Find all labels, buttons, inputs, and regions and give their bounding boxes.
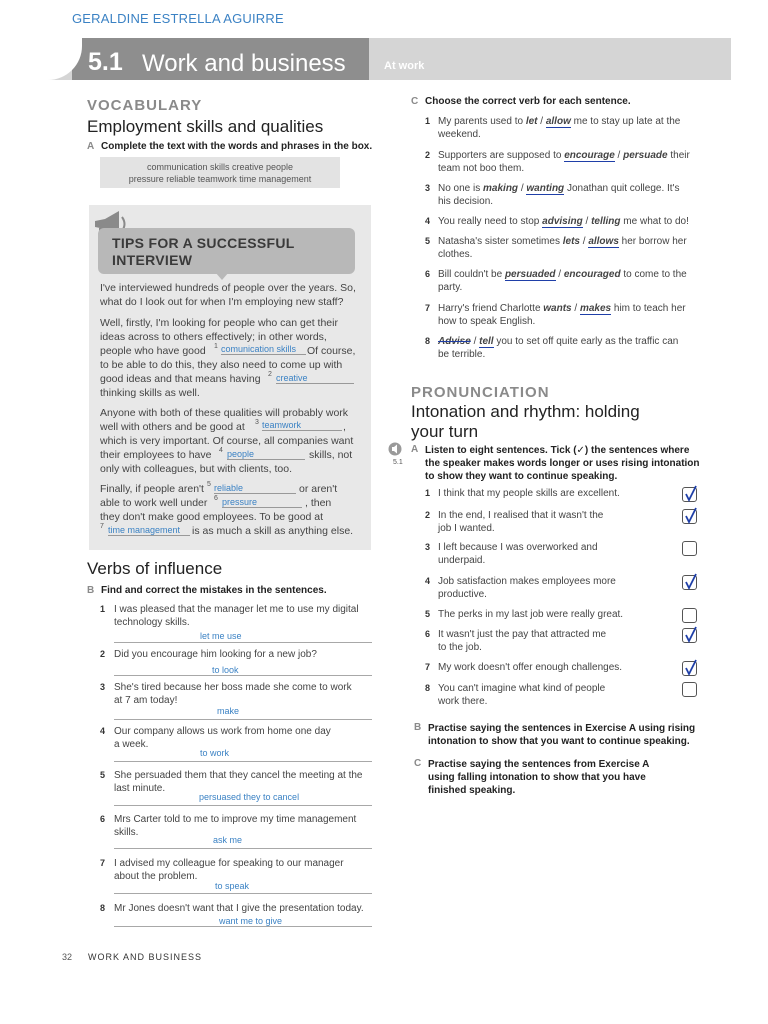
item-line [438,149,690,162]
item-text: You really need to stop [438,216,543,227]
item-text [114,603,374,629]
item-number: 5 [425,609,431,619]
exercise-a-letter: A [87,141,95,152]
gap-number: 6 [214,495,218,502]
item-line [438,268,687,281]
item-line: job I wanted. [438,523,495,534]
title-line: Intonation and rhythm: holding [411,402,640,421]
text-line: thinking skills as well. [100,387,200,399]
option-a[interactable]: wants [543,303,572,314]
item-line: Mr Jones doesn't want that I give the presentation today. [114,903,364,914]
text-line: only with colleagues, but with clients, too. [100,463,293,475]
answer-line [114,642,372,643]
text-line: their employees to have [100,449,212,461]
item-line: last minute. [114,783,166,794]
tips-heading-line: TIPS FOR A SUCCESSFUL [112,235,295,251]
answer-text[interactable]: ask me [213,835,243,845]
item-line [438,335,678,348]
item-line [438,235,687,248]
option-separator: / [582,216,592,227]
pron-ex-a-letter: A [411,444,419,455]
item-line: productive. [438,589,487,600]
item-number: 1 [425,116,431,126]
option-b[interactable]: allow [545,116,571,127]
gap-number: 5 [207,481,211,488]
item-number: 4 [100,726,106,736]
instruction-line: Listen to eight sentences. Tick (✓) the sentences where [425,445,690,456]
audio-icon[interactable] [388,442,404,456]
item-number: 8 [425,683,431,693]
option-b[interactable]: allows [588,236,619,247]
item-text: Harry's friend Charlotte [438,303,544,314]
item-line: his decision. [438,196,494,207]
exercise-c-letter: C [411,96,419,107]
tick-checkbox[interactable] [682,541,697,556]
verbs-item [100,603,372,643]
item-text: No one is [438,183,484,194]
verbs-item [100,857,372,895]
text-line: is as much a skill as anything else. [192,525,354,537]
item-line: You can't imagine what kind of people [438,683,606,694]
option-b[interactable]: tell [479,336,494,347]
pron-item [425,628,725,656]
bubble-tail [215,272,229,280]
verbs-item [100,902,375,928]
option-a[interactable]: advising [542,216,583,227]
footer-section: WORK AND BUSINESS [88,952,203,962]
item-line [438,115,680,128]
verbs-item [100,769,375,807]
option-a[interactable]: encourage [564,150,615,161]
option-separator: / [470,336,480,347]
text-line: they don't make good employees. To be good at [100,511,324,523]
text-line: ideas across to others effectively; in other words, [100,331,327,343]
audio-track-number: 5.1 [393,459,403,466]
text-line: which is very important. Of course, all companies want [100,435,354,447]
item-line: I think that my people skills are excellent. [438,488,620,499]
item-line: Did you encourage him looking for a new job? [114,649,317,660]
item-line: She's tired because her boss made she come to work [114,682,352,693]
item-text: him to teach her [611,303,686,314]
option-b[interactable]: makes [579,303,612,314]
word-box-line: pressure reliable teamwork time management [128,174,312,184]
item-line: I advised my colleague for speaking to our manager [114,858,344,869]
item-line: She persuaded them that they cancel the meeting at the [114,770,363,781]
answer-line [114,893,372,894]
option-separator: / [537,116,546,127]
item-number: 1 [100,604,106,614]
option-a[interactable]: let [525,116,538,127]
option-b[interactable]: wanting [526,183,565,194]
item-text: to come to the [620,269,687,280]
student-name: GERALDINE ESTRELLA AGUIRRE [72,11,284,26]
pronunciation-caption: PRONUNCIATION [411,384,550,401]
vocabulary-title: Employment skills and qualities [87,117,324,136]
item-number: 6 [425,269,431,279]
item-line: at 7 am today! [114,695,178,706]
text-line: Of course, [307,345,356,357]
item-text: My parents used to [438,116,526,127]
item-line: work there. [438,696,488,707]
option-a[interactable]: persuaded [504,269,556,280]
item-number: 2 [425,510,431,520]
answer-line [114,675,372,676]
verbs-item [100,813,372,851]
pron-ex-a-instruction [425,444,715,483]
tips-paragraph-1 [100,281,365,309]
item-line: party. [438,282,463,293]
text-line: able to work well under [100,497,208,509]
unit-title: Work and business [142,50,346,77]
item-line: a week. [114,739,149,750]
pron-ex-b-instruction [428,722,695,748]
answer-text[interactable]: let me use [200,631,242,641]
item-line: skills. [114,827,139,838]
item-text: you to set off quite early as the traffic can [493,336,679,347]
tick-checkbox[interactable] [682,608,697,623]
item-text: Jonathan quit college. It's [564,183,680,194]
answer-text[interactable]: to look [212,665,239,675]
answer-blank[interactable]: creative [276,373,354,384]
answer-line [114,926,372,927]
instruction-line: Practise saying the sentences from Exercise A [428,759,650,770]
pron-ex-b-letter: B [414,722,422,733]
item-text [114,857,374,883]
option-separator: / [555,269,564,280]
exercise-b-instruction: Find and correct the mistakes in the sentences. [101,585,327,596]
item-number: 6 [425,629,431,639]
item-line: It wasn't just the pay that attracted me [438,629,607,640]
pron-item [425,682,725,710]
item-number: 3 [425,183,431,193]
item-text [114,902,376,915]
verbs-item [100,725,372,763]
verbs-item [100,648,372,676]
option-separator: / [579,236,589,247]
answer-text[interactable]: to work [200,748,230,758]
item-line: Our company allows us work from home one day [114,726,331,737]
item-line: to the job. [438,642,482,653]
item-line: I left because I was overworked and [438,542,598,553]
item-line [438,302,686,315]
text-line: I've interviewed hundreds of people over the years. So, [100,282,356,294]
answer-text[interactable]: persuased they to cancel [199,792,300,802]
item-line: clothes. [438,249,473,260]
option-b[interactable]: encouraged [563,269,621,280]
gap-number: 7 [100,523,104,530]
item-line: about the problem. [114,871,198,882]
page-number: 32 [62,952,73,962]
instruction-line: finished speaking. [428,785,516,796]
exercise-a-instruction: Complete the text with the words and phrases in the box. [101,141,373,152]
item-text: Supporters are supposed to [438,150,565,161]
answer-text[interactable]: to speak [215,881,250,891]
item-number: 3 [425,542,431,552]
item-line: Job satisfaction makes employees more [438,576,616,587]
text-line: , then [305,497,332,509]
answer-line [114,805,372,806]
instruction-line: intonation to show that you want to continue speaking. [428,736,690,747]
text-line: good ideas and that means having [100,373,261,385]
item-number: 5 [100,770,106,780]
exercise-c-instruction: Choose the correct verb for each sentence. [425,96,631,107]
option-b[interactable]: persuade [623,150,668,161]
tips-paragraph-2 [100,316,365,344]
tips-heading [112,235,295,269]
item-number: 6 [100,814,106,824]
option-a[interactable]: Advise [438,336,471,347]
instruction-line: to show they want to continue speaking. [425,471,618,482]
item-number: 8 [100,903,106,913]
instruction-line: using falling intonation to show that you have [428,772,646,783]
option-separator: / [571,303,580,314]
word-box [100,157,340,188]
handwritten-tick-icon [681,572,701,592]
gap-number: 4 [219,447,223,454]
handwritten-tick-icon [681,484,701,504]
item-text: their [667,150,690,161]
item-number: 4 [425,576,431,586]
answer-blank[interactable]: reliable [214,483,296,494]
answer-text[interactable]: want me to give [219,916,283,926]
item-text: Natasha's sister sometimes [438,236,563,247]
item-text [114,648,374,661]
text-line: Anyone with both of these qualities will probably work [100,407,349,419]
instruction-line: Practise saying the sentences in Exercise A using rising [428,723,696,734]
vocabulary-caption: VOCABULARY [87,97,203,114]
item-line: how to speak English. [438,316,536,327]
text-line: what do I look out for when I'm employing new staff? [100,296,344,308]
item-text: me what to do! [620,216,689,227]
pron-item [425,575,725,603]
pron-item [425,541,725,569]
item-text [114,681,374,707]
answer-line [114,761,372,762]
item-number: 8 [425,336,431,346]
unit-subtitle: At work [384,60,425,72]
pron-ex-c-letter: C [414,758,422,769]
item-number: 2 [425,150,431,160]
item-number: 7 [100,858,106,868]
tips-heading-line: INTERVIEW [112,252,193,268]
gap-number: 1 [214,343,218,350]
text-line: or aren't [299,483,338,495]
item-number: 1 [425,488,431,498]
text-line: Well, firstly, I'm looking for people who can get their [100,317,338,329]
answer-blank[interactable]: comunication skills [221,344,306,355]
answer-blank[interactable]: teamwork [262,420,342,431]
text-line: to be able to do this, they also need to come up with [100,359,343,371]
pron-item [425,509,725,537]
item-line: underpaid. [438,555,486,566]
option-a[interactable]: lets [562,236,580,247]
item-number: 4 [425,216,431,226]
item-text: Bill couldn't be [438,269,505,280]
option-a[interactable]: making [483,183,519,194]
answer-text[interactable]: make [217,706,240,716]
option-b[interactable]: telling [591,216,621,227]
item-text [114,813,374,839]
item-text: her borrow her [618,236,687,247]
item-line [438,215,689,228]
item-line: The perks in my last job were really great. [438,609,624,620]
item-number: 5 [425,236,431,246]
item-line: team not boo them. [438,163,525,174]
option-separator: / [614,150,624,161]
answer-blank[interactable]: pressure [222,497,302,508]
pron-ex-c-instruction [428,758,649,797]
item-number: 7 [425,662,431,672]
item-text: me to stay up late at the [570,116,681,127]
text-line: well with others and be good at [100,421,245,433]
gap-number: 2 [268,371,272,378]
item-text [114,725,374,751]
item-number: 7 [425,303,431,313]
handwritten-tick-icon [681,658,701,678]
tick-checkbox[interactable] [682,682,697,697]
item-line: Mrs Carter told to me to improve my time management [114,814,357,825]
text-line: Finally, if people aren't [100,483,204,495]
unit-number: 5.1 [88,48,123,76]
choose-list [425,115,700,365]
item-number: 3 [100,682,106,692]
pronunciation-title [411,402,640,442]
item-line [438,182,680,195]
text-line: people who have good [100,345,206,357]
instruction-line: the speaker makes words longer or uses rising intonation [425,458,700,469]
item-line: technology skills. [114,617,190,628]
handwritten-tick-icon [681,506,701,526]
gap-number: 3 [255,419,259,426]
text-line: skills, not [309,449,353,461]
text-line: , [343,421,346,433]
handwritten-tick-icon [681,625,701,645]
answer-line [114,848,372,849]
answer-blank[interactable]: time management [108,525,190,536]
word-box-line: communication skills creative people [146,162,294,172]
item-line: In the end, I realised that it wasn't the [438,510,604,521]
title-line: your turn [411,422,479,441]
item-line: I was pleased that the manager let me to use my digital [114,604,359,615]
verbs-title: Verbs of influence [87,559,223,578]
item-line: be terrible. [438,349,486,360]
item-number: 2 [100,649,106,659]
pron-list [425,484,725,714]
verbs-item [100,681,372,721]
item-line: My work doesn't offer enough challenges. [438,662,623,673]
exercise-b-letter: B [87,585,95,596]
item-line: weekend. [438,129,481,140]
option-separator: / [518,183,527,194]
answer-line [114,719,372,720]
answer-blank[interactable]: people [227,449,305,460]
